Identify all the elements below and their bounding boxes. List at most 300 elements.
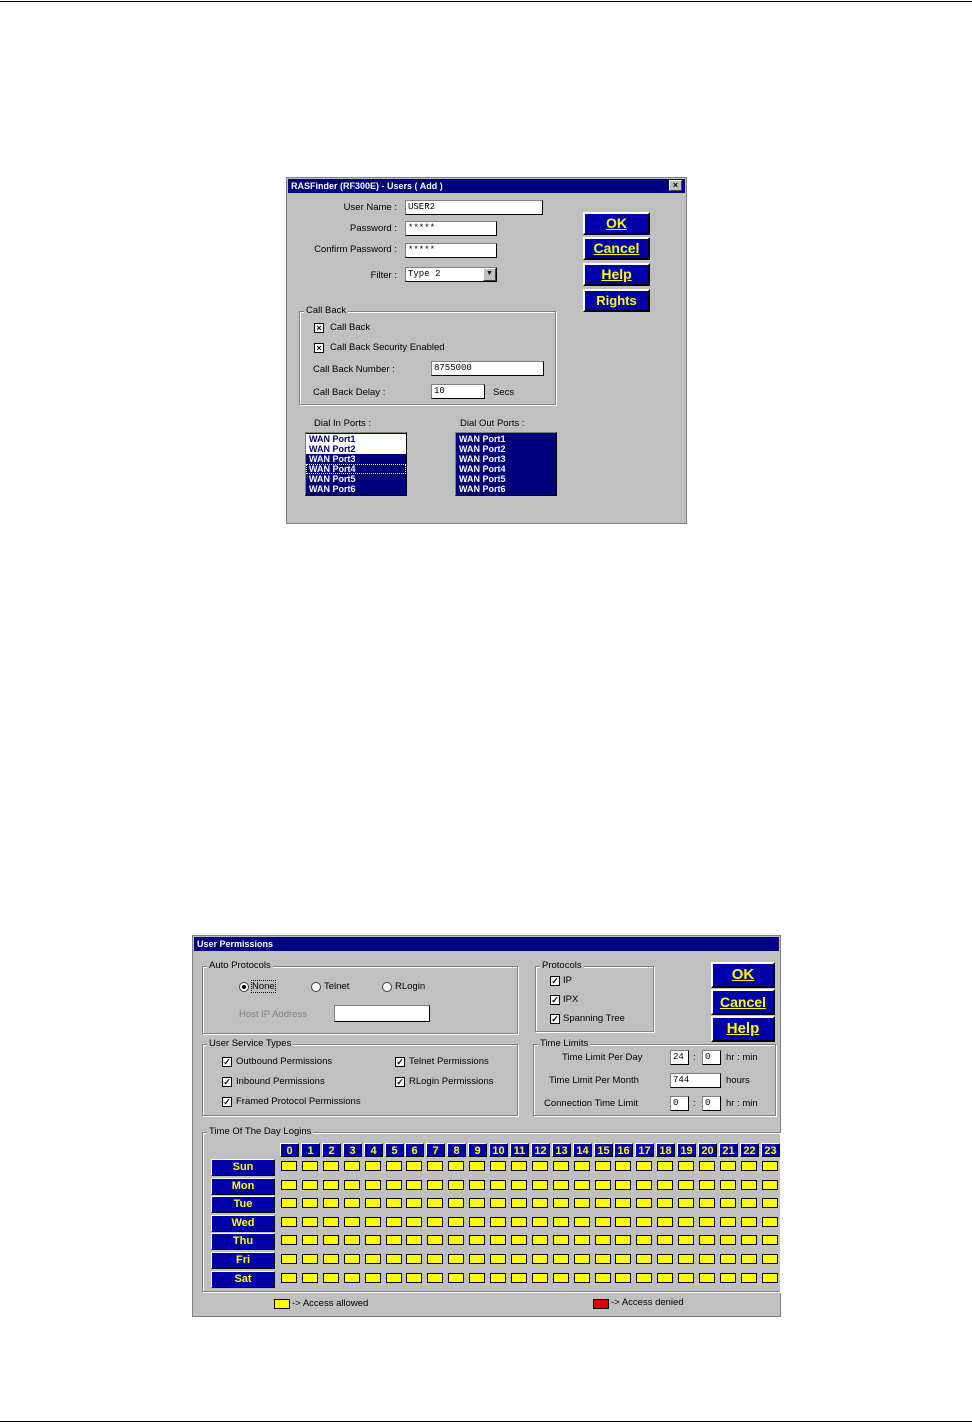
login-cell[interactable] (511, 1161, 527, 1171)
login-cell[interactable] (699, 1198, 715, 1208)
login-cell[interactable] (281, 1235, 297, 1245)
login-cell[interactable] (532, 1198, 548, 1208)
login-cell[interactable] (469, 1180, 485, 1190)
hour-header-4[interactable]: 4 (364, 1143, 383, 1157)
login-cell[interactable] (365, 1217, 381, 1227)
login-cell[interactable] (302, 1217, 318, 1227)
ipx-checkbox[interactable]: ✓ (551, 995, 559, 1005)
connection-time-limit-label: Connection Time Limit (544, 1098, 638, 1109)
login-cell[interactable] (532, 1217, 548, 1227)
login-cell[interactable] (511, 1235, 527, 1245)
time-limit-per-day-label: Time Limit Per Day (562, 1052, 643, 1063)
hour-header-8[interactable]: 8 (447, 1143, 466, 1157)
login-cell[interactable] (615, 1161, 631, 1171)
day-button-sun[interactable]: Sun (211, 1159, 275, 1176)
login-cell[interactable] (469, 1254, 485, 1264)
telnet-permissions-checkbox[interactable]: ✓ (396, 1057, 404, 1067)
list-item[interactable]: WAN Port4 (306, 464, 406, 474)
outbound-checkbox[interactable]: ✓ (223, 1057, 231, 1067)
login-cell[interactable] (574, 1217, 590, 1227)
login-cell[interactable] (657, 1161, 673, 1171)
rlogin-permissions-checkbox[interactable]: ✓ (396, 1077, 404, 1087)
login-cell[interactable] (615, 1198, 631, 1208)
call-back-delay-unit: Secs (493, 387, 515, 398)
login-cell[interactable] (386, 1217, 402, 1227)
login-cell[interactable] (574, 1254, 590, 1264)
login-cell[interactable] (323, 1273, 339, 1283)
login-cell[interactable] (281, 1273, 297, 1283)
login-cell[interactable] (553, 1161, 569, 1171)
login-cell[interactable] (678, 1161, 694, 1171)
rlogin-radio[interactable] (382, 982, 392, 992)
hour-header-13[interactable]: 13 (552, 1143, 571, 1157)
framed-protocol-label: Framed Protocol Permissions (236, 1096, 361, 1107)
login-cell[interactable] (699, 1180, 715, 1190)
login-cell[interactable] (490, 1180, 506, 1190)
login-cell[interactable] (636, 1254, 652, 1264)
login-cell[interactable] (741, 1235, 757, 1245)
login-cell[interactable] (511, 1198, 527, 1208)
login-cell[interactable] (469, 1198, 485, 1208)
users-add-dialog (286, 177, 687, 524)
login-cell[interactable] (532, 1273, 548, 1283)
login-cell[interactable] (386, 1180, 402, 1190)
login-cell[interactable] (553, 1235, 569, 1245)
page-top-rule (0, 1, 972, 2)
login-cell[interactable] (762, 1161, 778, 1171)
list-item[interactable]: WAN Port4 (459, 464, 506, 474)
login-cell[interactable] (532, 1180, 548, 1190)
list-item[interactable]: WAN Port6 (309, 484, 356, 494)
user-name-label: User Name : (343, 202, 397, 213)
per-day-unit: hr : min (726, 1052, 758, 1063)
login-cell[interactable] (720, 1198, 736, 1208)
hour-header-0[interactable]: 0 (280, 1143, 299, 1157)
day-button-thu[interactable]: Thu (211, 1233, 275, 1250)
login-cell[interactable] (344, 1273, 360, 1283)
login-cell[interactable] (365, 1254, 381, 1264)
login-cell[interactable] (469, 1161, 485, 1171)
telnet-radio[interactable] (311, 982, 321, 992)
login-cell[interactable] (720, 1254, 736, 1264)
login-cell[interactable] (762, 1217, 778, 1227)
day-button-mon[interactable]: Mon (211, 1178, 275, 1195)
hour-header-1[interactable]: 1 (301, 1143, 320, 1157)
login-cell[interactable] (657, 1254, 673, 1264)
login-cell[interactable] (323, 1180, 339, 1190)
login-cell[interactable] (636, 1273, 652, 1283)
rlogin-radio-label: RLogin (395, 981, 426, 992)
per-month-unit: hours (726, 1075, 750, 1086)
list-item[interactable]: WAN Port5 (459, 474, 506, 484)
login-cell[interactable] (762, 1180, 778, 1190)
login-cell[interactable] (615, 1254, 631, 1264)
login-cell[interactable] (678, 1217, 694, 1227)
login-cell[interactable] (636, 1235, 652, 1245)
login-cell[interactable] (511, 1273, 527, 1283)
none-radio[interactable] (239, 982, 249, 992)
login-cell[interactable] (490, 1235, 506, 1245)
help-button[interactable]: Help (583, 263, 650, 286)
login-cell[interactable] (386, 1254, 402, 1264)
login-cell[interactable] (490, 1217, 506, 1227)
login-cell[interactable] (636, 1161, 652, 1171)
login-cell[interactable] (595, 1180, 611, 1190)
login-cell[interactable] (490, 1273, 506, 1283)
login-cell[interactable] (386, 1198, 402, 1208)
telnet-radio-label: Telnet (324, 981, 350, 992)
confirm-password-input[interactable]: ***** (405, 243, 497, 258)
login-cell[interactable] (323, 1161, 339, 1171)
login-cell[interactable] (427, 1254, 443, 1264)
login-cell[interactable] (511, 1254, 527, 1264)
protocols-group (535, 960, 654, 1032)
per-month-input[interactable]: 744 (670, 1073, 721, 1088)
connection-unit: hr : min (726, 1098, 758, 1109)
login-cell[interactable] (699, 1217, 715, 1227)
login-cell[interactable] (344, 1254, 360, 1264)
login-cell[interactable] (741, 1273, 757, 1283)
call-back-group-title: Call Back (306, 305, 347, 316)
hour-header-6[interactable]: 6 (405, 1143, 424, 1157)
login-cell[interactable] (553, 1180, 569, 1190)
login-cell[interactable] (302, 1273, 318, 1283)
login-cell[interactable] (406, 1180, 422, 1190)
login-cell[interactable] (448, 1180, 464, 1190)
dial-in-ports-list[interactable] (305, 432, 407, 496)
login-cell[interactable] (469, 1273, 485, 1283)
login-cell[interactable] (302, 1198, 318, 1208)
login-cell[interactable] (595, 1235, 611, 1245)
login-cell[interactable] (323, 1254, 339, 1264)
call-back-label: Call Back (330, 322, 371, 333)
rlogin-permissions-label: RLogin Permissions (409, 1076, 494, 1087)
login-cell[interactable] (427, 1198, 443, 1208)
hour-header-15[interactable]: 15 (594, 1143, 613, 1157)
login-cell[interactable] (344, 1180, 360, 1190)
list-item[interactable]: WAN Port5 (309, 474, 356, 484)
call-back-number-input[interactable]: 8755000 (431, 361, 544, 376)
hour-header-23[interactable]: 23 (761, 1143, 780, 1157)
login-cell[interactable] (657, 1235, 673, 1245)
login-cell[interactable] (511, 1217, 527, 1227)
login-cell[interactable] (302, 1235, 318, 1245)
login-cell[interactable] (448, 1273, 464, 1283)
day-button-tue[interactable]: Tue (211, 1196, 275, 1213)
login-cell[interactable] (532, 1254, 548, 1264)
connection-colon: : (693, 1098, 696, 1109)
login-cell[interactable] (574, 1198, 590, 1208)
login-cell[interactable] (762, 1254, 778, 1264)
call-back-group (299, 305, 556, 405)
login-cell[interactable] (344, 1235, 360, 1245)
call-back-delay-label: Call Back Delay : (313, 387, 386, 398)
call-back-checkbox[interactable]: × (314, 323, 324, 333)
day-button-fri[interactable]: Fri (211, 1252, 275, 1269)
login-cell[interactable] (302, 1254, 318, 1264)
login-cell[interactable] (406, 1161, 422, 1171)
inbound-checkbox[interactable]: ✓ (223, 1077, 231, 1087)
login-cell[interactable] (699, 1235, 715, 1245)
login-cell[interactable] (281, 1180, 297, 1190)
login-cell[interactable] (574, 1235, 590, 1245)
login-cell[interactable] (553, 1254, 569, 1264)
hour-header-22[interactable]: 22 (740, 1143, 759, 1157)
ipx-label: IPX (563, 994, 579, 1005)
list-item[interactable]: WAN Port3 (309, 454, 356, 464)
login-cell[interactable] (720, 1217, 736, 1227)
cancel-button[interactable]: Cancel (711, 989, 775, 1015)
login-cell[interactable] (762, 1235, 778, 1245)
chevron-down-icon[interactable]: ▼ (483, 268, 496, 281)
login-cell[interactable] (762, 1198, 778, 1208)
cancel-button[interactable]: Cancel (583, 237, 650, 260)
hour-header-9[interactable]: 9 (468, 1143, 487, 1157)
login-cell[interactable] (615, 1273, 631, 1283)
call-back-number-label: Call Back Number : (313, 364, 395, 375)
hour-header-11[interactable]: 11 (510, 1143, 529, 1157)
login-cell[interactable] (427, 1235, 443, 1245)
login-cell[interactable] (595, 1198, 611, 1208)
dial-in-ports-label: Dial In Ports : (314, 418, 372, 429)
login-cell[interactable] (490, 1198, 506, 1208)
user-service-types-group (202, 1038, 518, 1116)
ip-checkbox[interactable]: ✓ (551, 976, 559, 986)
login-cell[interactable] (323, 1198, 339, 1208)
login-cell[interactable] (344, 1198, 360, 1208)
user-permissions-title: User Permissions (197, 939, 274, 949)
hour-header-21[interactable]: 21 (719, 1143, 738, 1157)
login-cell[interactable] (741, 1161, 757, 1171)
filter-value: Type 2 (408, 269, 441, 279)
hour-header-17[interactable]: 17 (635, 1143, 654, 1157)
login-cell[interactable] (678, 1198, 694, 1208)
login-cell[interactable] (386, 1235, 402, 1245)
list-item[interactable]: WAN Port6 (459, 484, 506, 494)
login-cell[interactable] (448, 1161, 464, 1171)
time-of-day-logins-group-title: Time Of The Day Logins (209, 1126, 312, 1137)
list-item[interactable]: WAN Port1 (306, 434, 406, 444)
login-cell[interactable] (281, 1161, 297, 1171)
hour-header-10[interactable]: 10 (489, 1143, 508, 1157)
login-cell[interactable] (657, 1180, 673, 1190)
login-cell[interactable] (448, 1217, 464, 1227)
login-cell[interactable] (574, 1273, 590, 1283)
dial-out-ports-label: Dial Out Ports : (460, 418, 525, 429)
login-cell[interactable] (553, 1217, 569, 1227)
login-cell[interactable] (657, 1198, 673, 1208)
per-day-minutes-input[interactable]: 0 (702, 1050, 721, 1065)
login-cell[interactable] (574, 1180, 590, 1190)
login-cell[interactable] (678, 1254, 694, 1264)
login-cell[interactable] (595, 1161, 611, 1171)
login-cell[interactable] (281, 1254, 297, 1264)
login-cell[interactable] (427, 1217, 443, 1227)
login-cell[interactable] (365, 1198, 381, 1208)
login-cell[interactable] (406, 1217, 422, 1227)
hour-header-18[interactable]: 18 (656, 1143, 675, 1157)
day-button-wed[interactable]: Wed (211, 1215, 275, 1232)
user-name-input[interactable]: USER2 (405, 200, 543, 215)
login-cell[interactable] (741, 1254, 757, 1264)
login-cell[interactable] (636, 1180, 652, 1190)
login-cell[interactable] (344, 1217, 360, 1227)
login-cell[interactable] (699, 1161, 715, 1171)
day-button-sat[interactable]: Sat (211, 1271, 275, 1288)
spanning-tree-checkbox[interactable]: ✓ (551, 1014, 559, 1024)
hour-header-14[interactable]: 14 (573, 1143, 592, 1157)
spanning-tree-label: Spanning Tree (563, 1013, 625, 1024)
help-button[interactable]: Help (711, 1016, 775, 1042)
none-radio-label: None (252, 981, 275, 992)
login-cell[interactable] (678, 1273, 694, 1283)
login-cell[interactable] (595, 1254, 611, 1264)
login-cell[interactable] (302, 1180, 318, 1190)
ip-label: IP (563, 975, 572, 986)
per-day-colon: : (693, 1052, 696, 1063)
login-cell[interactable] (741, 1217, 757, 1227)
login-cell[interactable] (678, 1235, 694, 1245)
hour-header-16[interactable]: 16 (614, 1143, 633, 1157)
login-cell[interactable] (511, 1180, 527, 1190)
hour-header-3[interactable]: 3 (343, 1143, 362, 1157)
protocols-group-title: Protocols (542, 960, 582, 971)
login-cell[interactable] (406, 1198, 422, 1208)
host-ip-input[interactable] (334, 1005, 430, 1022)
connection-minutes-input[interactable]: 0 (702, 1096, 721, 1111)
login-cell[interactable] (427, 1273, 443, 1283)
login-cell[interactable] (532, 1161, 548, 1171)
login-cell[interactable] (741, 1198, 757, 1208)
ok-button[interactable]: OK (711, 962, 775, 988)
ok-button[interactable]: OK (583, 212, 650, 235)
auto-protocols-group (202, 960, 518, 1034)
login-cell[interactable] (448, 1254, 464, 1264)
login-cell[interactable] (615, 1180, 631, 1190)
list-item[interactable]: WAN Port3 (459, 454, 506, 464)
login-cell[interactable] (636, 1217, 652, 1227)
users-add-title-bar (288, 179, 685, 193)
call-back-security-checkbox[interactable]: × (314, 343, 324, 353)
user-service-types-group-title: User Service Types (209, 1038, 292, 1049)
close-icon[interactable]: × (669, 180, 682, 191)
login-cell[interactable] (365, 1180, 381, 1190)
hour-header-20[interactable]: 20 (698, 1143, 717, 1157)
time-limits-group (533, 1038, 776, 1116)
login-cell[interactable] (323, 1217, 339, 1227)
login-cell[interactable] (323, 1235, 339, 1245)
login-cell[interactable] (615, 1235, 631, 1245)
users-add-title: RASFinder (RF300E) - Users ( Add ) (291, 181, 443, 191)
login-cell[interactable] (344, 1161, 360, 1171)
login-cell[interactable] (574, 1161, 590, 1171)
login-cell[interactable] (302, 1161, 318, 1171)
login-cell[interactable] (532, 1235, 548, 1245)
confirm-password-label: Confirm Password : (314, 244, 397, 255)
login-cell[interactable] (469, 1217, 485, 1227)
login-cell[interactable] (427, 1180, 443, 1190)
login-cell[interactable] (553, 1273, 569, 1283)
access-allowed-label: -> Access allowed (292, 1298, 369, 1309)
connection-hours-input[interactable]: 0 (670, 1096, 689, 1111)
call-back-security-label: Call Back Security Enabled (330, 342, 445, 353)
user-permissions-dialog (192, 935, 781, 1317)
call-back-delay-input[interactable]: 10 (431, 384, 485, 399)
login-cell[interactable] (490, 1161, 506, 1171)
hour-header-12[interactable]: 12 (531, 1143, 550, 1157)
filter-label: Filter : (370, 270, 397, 281)
login-cell[interactable] (636, 1198, 652, 1208)
hour-header-2[interactable]: 2 (322, 1143, 341, 1157)
login-cell[interactable] (741, 1180, 757, 1190)
login-cell[interactable] (657, 1217, 673, 1227)
login-cell[interactable] (678, 1180, 694, 1190)
login-cell[interactable] (720, 1180, 736, 1190)
login-cell[interactable] (699, 1254, 715, 1264)
access-denied-label: -> Access denied (611, 1297, 684, 1308)
login-cell[interactable] (406, 1273, 422, 1283)
user-permissions-title-bar (194, 937, 779, 951)
login-cell[interactable] (448, 1235, 464, 1245)
telnet-permissions-label: Telnet Permissions (409, 1056, 489, 1067)
auto-protocols-group-title: Auto Protocols (209, 960, 271, 971)
per-day-hours-input[interactable]: 24 (670, 1050, 689, 1065)
login-cell[interactable] (595, 1273, 611, 1283)
login-cell[interactable] (469, 1235, 485, 1245)
access-allowed-swatch (274, 1299, 290, 1309)
login-cell[interactable] (615, 1217, 631, 1227)
password-input[interactable]: ***** (405, 221, 497, 236)
login-cell[interactable] (281, 1198, 297, 1208)
login-cell[interactable] (490, 1254, 506, 1264)
hour-header-19[interactable]: 19 (677, 1143, 696, 1157)
access-denied-swatch (593, 1299, 609, 1309)
login-cell[interactable] (448, 1198, 464, 1208)
login-cell[interactable] (553, 1198, 569, 1208)
filter-select[interactable] (405, 267, 497, 282)
login-cell[interactable] (365, 1235, 381, 1245)
time-limits-group-title: Time Limits (540, 1038, 589, 1049)
login-cell[interactable] (720, 1273, 736, 1283)
login-cell[interactable] (386, 1273, 402, 1283)
login-cell[interactable] (427, 1161, 443, 1171)
page-bottom-rule (0, 1421, 972, 1422)
login-cell[interactable] (365, 1161, 381, 1171)
password-label: Password : (350, 223, 397, 234)
login-cell[interactable] (657, 1273, 673, 1283)
login-cell[interactable] (720, 1235, 736, 1245)
list-item[interactable]: WAN Port1 (459, 434, 506, 444)
login-cell[interactable] (699, 1273, 715, 1283)
hour-header-5[interactable]: 5 (385, 1143, 404, 1157)
login-cell[interactable] (406, 1235, 422, 1245)
login-cell[interactable] (406, 1254, 422, 1264)
login-cell[interactable] (595, 1217, 611, 1227)
inbound-label: Inbound Permissions (236, 1076, 325, 1087)
login-cell[interactable] (281, 1217, 297, 1227)
list-item[interactable]: WAN Port2 (306, 444, 406, 454)
list-item[interactable]: WAN Port2 (459, 444, 506, 454)
framed-protocol-checkbox[interactable]: ✓ (223, 1097, 231, 1107)
hour-header-7[interactable]: 7 (426, 1143, 445, 1157)
login-cell[interactable] (762, 1273, 778, 1283)
host-ip-label: Host IP Address (239, 1009, 307, 1020)
login-cell[interactable] (386, 1161, 402, 1171)
rights-button[interactable]: Rights (583, 289, 650, 312)
login-cell[interactable] (720, 1161, 736, 1171)
login-cell[interactable] (365, 1273, 381, 1283)
dial-out-ports-list[interactable] (455, 432, 557, 496)
